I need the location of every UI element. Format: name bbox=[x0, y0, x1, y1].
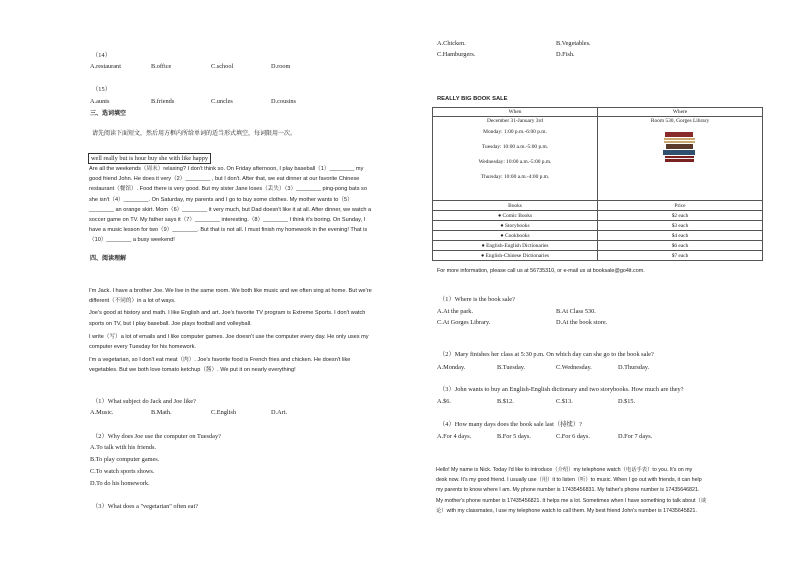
q14-number: （14） bbox=[92, 52, 111, 59]
bq2-option-c: C.Wednesday. bbox=[556, 364, 592, 371]
book-row-eng-eng: ● English-English Dictionaries bbox=[433, 241, 598, 251]
sale-title: REALLY BIG BOOK SALE bbox=[437, 96, 508, 102]
sale-table bbox=[432, 107, 763, 261]
bq1-option-c: C.At Gorges Library. bbox=[437, 319, 491, 326]
bq4-stem: （4）How many days does the book sale last（持续）? bbox=[439, 421, 582, 428]
watch-line: my parents to know where I am. My phone number is 17435456831. My father's phone number is 17435646821. bbox=[436, 487, 700, 494]
watch-line: 论）with my classmates, I use my telephone watch to call them. My best friend John's number is 17435645821. bbox=[436, 507, 697, 514]
bq1-stem: （1）Where is the book sale? bbox=[439, 296, 515, 303]
bq4-option-b: B.For 5 days. bbox=[497, 433, 531, 440]
rq1-option-c: C.English bbox=[211, 409, 237, 416]
reading-line: computer every Tuesday for his homework. bbox=[89, 344, 196, 351]
book-row-eng-chn: ● English-Chinese Dictionaries bbox=[433, 251, 598, 261]
cloze-line: have a music lesson for two（9）________. But that is not all. I must finish my homework in the evening! That is bbox=[89, 227, 368, 234]
cloze-line: soccer game on TV. My father says it（7）________ interesting.（8）________ I think it's boring. On Sunday, I bbox=[89, 217, 366, 224]
top-option-a: A.Chicken. bbox=[437, 40, 466, 47]
section4-title: 四、阅读理解 bbox=[90, 256, 127, 262]
reading-line: I'm Jack. I have a brother Joe. We live in the same room. We both like music and we often sing at home. But we're bbox=[89, 288, 372, 294]
cloze-line: ________ an orange skirt. Mom（6）________ it very much, but Dad doesn't like it at all. After dinner, we watch a bbox=[89, 206, 372, 213]
where-header: Where bbox=[598, 108, 763, 117]
reading-line: vegetables. But we both love tomato ketchup（酱）. We put it on nearly everything! bbox=[89, 367, 296, 374]
cloze-line: Are all the weekends（周末）relaxing? I don't think so. On Friday afternoon, I play baseball（1）________ my bbox=[89, 166, 364, 172]
bq2-option-d: D.Thursday. bbox=[618, 364, 650, 371]
when-wednesday: Wednesday: 10:00 a.m.-5:00 p.m. bbox=[478, 159, 552, 165]
watch-passage bbox=[436, 465, 706, 516]
q15-option-a: A.aunts bbox=[90, 98, 110, 105]
q15-number: （15） bbox=[92, 86, 111, 93]
cloze-line: she isn't（4）________. On Saturday, my parents and I go to buy some clothes. My mother wants to（5） bbox=[89, 196, 353, 203]
reading-line: different（不同的）in a lot of ways. bbox=[89, 298, 176, 305]
rq2-stem: （2）Why does Joe use the computer on Tuesday? bbox=[92, 433, 221, 440]
bq3-stem: （3）John wants to buy an English-English dictionary and two storybooks. How much are they? bbox=[439, 386, 684, 393]
price-comic: $2 each bbox=[598, 211, 763, 221]
watch-line: Hello! My name is Nick. Today I'd like to introduce（介绍）my telephone watch（电话手表）to you. It's on my bbox=[436, 467, 693, 473]
book-row-cook: ● Cookbooks bbox=[433, 231, 598, 241]
bq3-option-a: A.$6. bbox=[437, 398, 451, 405]
rq2-option-a: A.To talk with his friends. bbox=[90, 444, 157, 451]
price-story: $3 each bbox=[598, 221, 763, 231]
when-dates: December 31-January 3rd bbox=[487, 118, 543, 124]
q14-option-d: D.room bbox=[271, 63, 291, 70]
bq4-option-a: A.For 4 days. bbox=[437, 433, 472, 440]
top-option-c: C.Hamburgers. bbox=[437, 51, 476, 58]
when-tuesday: Tuesday: 10:00 a.m.-5:00 p.m. bbox=[481, 144, 549, 150]
bq1-option-b: B.At Class 530. bbox=[556, 308, 596, 315]
where-cell bbox=[598, 117, 763, 201]
cloze-line: good friend John. He does it very（2）________ , but I don't. After that, we eat dinner at our favorite Chinese bbox=[89, 176, 360, 183]
rq2-option-b: B.To play computer games. bbox=[90, 456, 160, 463]
bq3-option-c: C.$13. bbox=[556, 398, 573, 405]
price-eng-chn: $7 each bbox=[598, 251, 763, 261]
price-cook: $4 each bbox=[598, 231, 763, 241]
when-thursday: Thursday: 10:00 a.m.-4:00 p.m. bbox=[480, 174, 550, 180]
q14-option-a: A.restaurant bbox=[90, 63, 121, 70]
bq2-option-a: A.Monday. bbox=[437, 364, 466, 371]
when-cell bbox=[433, 117, 598, 201]
price-header: Price bbox=[598, 201, 763, 211]
reading-passage bbox=[89, 286, 372, 376]
rq2-option-c: C.To watch sports shows. bbox=[90, 468, 155, 475]
watch-line: My mother's phone number is 17435456821. It helps me a lot. Sometimes when I have something to talk about（谈 bbox=[436, 497, 707, 504]
book-row-comic: ● Comic Books bbox=[433, 211, 598, 221]
rq2-option-d: D.To do his homework. bbox=[90, 480, 150, 487]
top-option-b: B.Vegetables. bbox=[556, 40, 591, 47]
q15-option-b: B.friends bbox=[151, 98, 175, 105]
bq3-option-b: B.$12. bbox=[497, 398, 514, 405]
section3-title: 三、选词填空 bbox=[90, 111, 127, 117]
watch-line: desk now. It's my good friend. I usually use（用）it to listen（听）to music. When I go out with friends, it can help bbox=[436, 477, 702, 484]
where-value: Room 530, Gorges Library bbox=[650, 118, 710, 124]
rq1-option-b: B.Math. bbox=[151, 409, 172, 416]
q15-option-d: D.cousins bbox=[271, 98, 297, 105]
books-stack-icon bbox=[661, 128, 699, 166]
bq2-stem: （2）Mary finishes her class at 5:30 p.m. On which day can she go to the book sale? bbox=[439, 351, 654, 358]
rq1-option-a: A.Music. bbox=[90, 409, 114, 416]
word-box: well really but is hour buy she with like happy bbox=[88, 153, 211, 164]
cloze-passage bbox=[89, 164, 371, 246]
rq1-option-d: D.Art. bbox=[271, 409, 288, 416]
reading-line: I'm a vegetarian, so I don't eat meat（肉）. Joe's favorite food is French fries and chicken. He doesn't like bbox=[89, 357, 351, 364]
cloze-line: restaurant（餐馆）. Food there is very good. But my sister Jane loses（丢失）（3）________ ping-pong bats so bbox=[89, 186, 367, 193]
bq1-option-a: A.At the park. bbox=[437, 308, 474, 315]
bq2-option-b: B.Tuesday. bbox=[497, 364, 526, 371]
books-header: Books bbox=[433, 201, 598, 211]
reading-line: I write（写）a lot of emails and I like computer games. Joe doesn't use the computer every day. He only uses my bbox=[89, 333, 369, 340]
top-option-d: D.Fish. bbox=[556, 51, 575, 58]
q14-option-c: C.school bbox=[211, 63, 234, 70]
q14-option-b: B.office bbox=[151, 63, 172, 70]
rq1-stem: （1）What subject do Jack and Joe like? bbox=[92, 398, 196, 405]
cloze-line: （10）________ a busy weekend! bbox=[89, 237, 175, 244]
when-monday: Monday: 1:00 p.m.-6:00 p.m. bbox=[483, 129, 547, 135]
rq3-stem: （3）What does a "vegetarian" often eat? bbox=[92, 503, 199, 510]
price-eng-eng: $6 each bbox=[598, 241, 763, 251]
section3-instruction: 请先阅读下面短文，然后用方框内所给单词的适当形式填空，每词限用一次。 bbox=[92, 131, 297, 137]
bq3-option-d: D.$15. bbox=[618, 398, 636, 405]
bq4-option-d: D.For 7 days. bbox=[618, 433, 653, 440]
more-info: For more information, please call us at 56735310, or e-mail us at booksale@go4it.com. bbox=[437, 268, 645, 274]
bq1-option-d: D.At the book store. bbox=[556, 319, 608, 326]
reading-line: sports on TV, but I play baseball. Joe plays football and volleyball. bbox=[89, 320, 252, 327]
bq4-option-c: C.For 6 days. bbox=[556, 433, 590, 440]
when-header: When bbox=[433, 108, 598, 117]
q15-option-c: C.uncles bbox=[211, 98, 233, 105]
book-row-story: ● Storybooks bbox=[433, 221, 598, 231]
reading-line: Joe's good at history and math. I like English and art. Joe's favorite TV program is Extreme Sports. I don't watch bbox=[89, 310, 366, 317]
